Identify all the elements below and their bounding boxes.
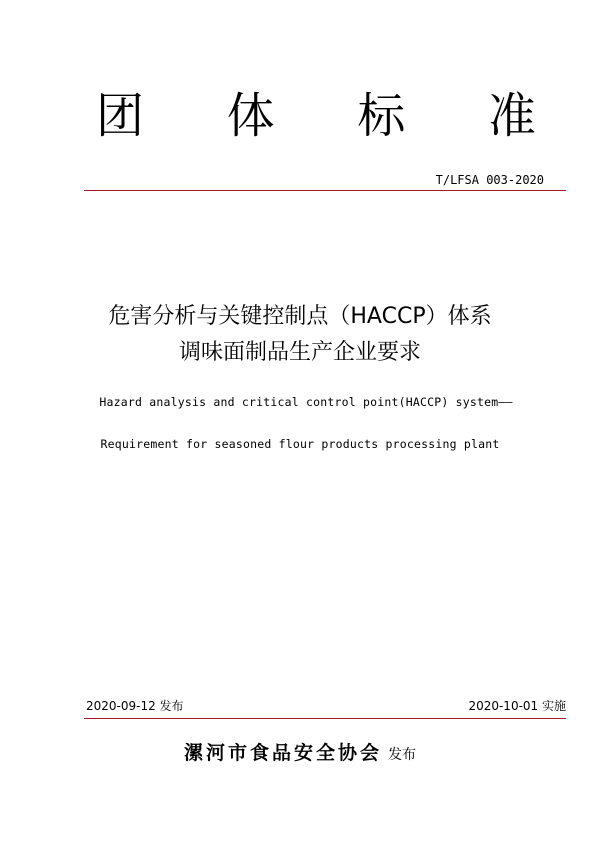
standard-type-heading: [96, 86, 536, 146]
standard-type-char: 准: [487, 88, 536, 144]
standard-type-char: 体: [226, 88, 275, 144]
standard-code: T/LFSA 003-2020: [435, 173, 544, 187]
issue-date: 2020-09-12 发布: [86, 699, 184, 713]
issuer-action: 发布: [388, 747, 416, 763]
bottom-divider: [84, 718, 566, 719]
title-cn-line1: 危害分析与关键控制点（HACCP）体系: [108, 304, 492, 329]
title-en-line1: Hazard analysis and critical control point(HACCP) system——: [99, 395, 513, 409]
top-divider: [84, 190, 566, 191]
issuer-organization: 漯河市食品安全协会: [183, 742, 382, 764]
issuer-line: [0, 738, 600, 765]
standard-type-char: 标: [357, 88, 406, 144]
implementation-date: 2020-10-01 实施: [468, 699, 566, 713]
standard-type-char: 团: [96, 88, 145, 144]
title-cn-line2: 调味面制品生产企业要求: [178, 340, 421, 365]
title-en-line2: Requirement for seasoned flour products processing plant: [100, 437, 500, 451]
